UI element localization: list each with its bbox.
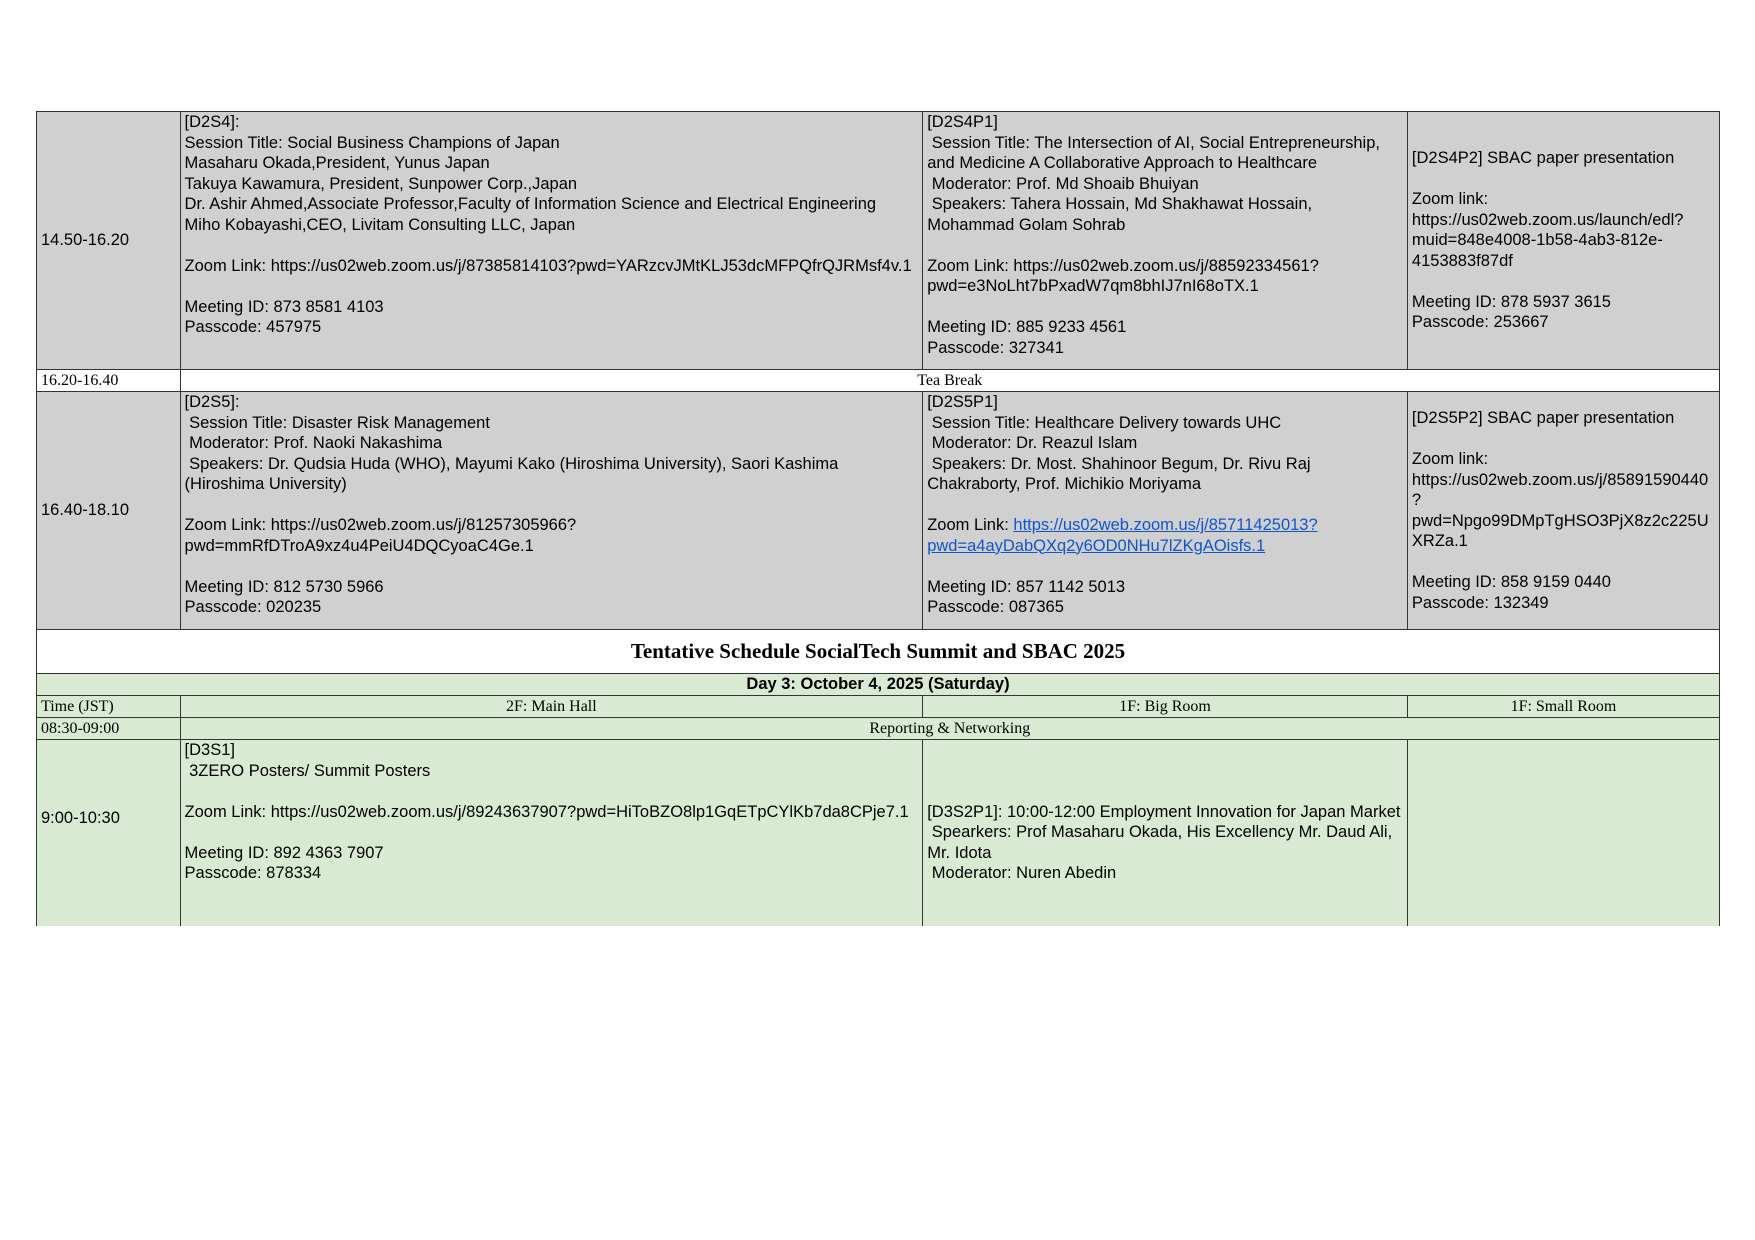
text-line: Meeting ID: 892 4363 7907 <box>184 843 384 862</box>
text-line: [D2S4P1] <box>927 113 998 131</box>
text-line: Passcode: 878334 <box>184 864 322 882</box>
text-line <box>185 235 919 256</box>
header-main-hall: 2F: Main Hall <box>180 696 923 718</box>
header-time: Time (JST) <box>37 696 181 718</box>
text-line <box>1412 271 1715 292</box>
session-text <box>927 112 1403 358</box>
text-line: Session Title: Social Business Champions of Japan <box>184 133 560 152</box>
session-text <box>927 556 1403 618</box>
session-text <box>1412 408 1715 613</box>
session-text <box>1412 148 1715 333</box>
text-line: Meeting ID: 885 9233 4561 <box>927 318 1127 336</box>
text-line: [D2S5]: <box>184 393 240 411</box>
text-line: [D3S2P1]: 10:00-12:00 Employment Innovation for Japan Market <box>927 802 1401 821</box>
text-line: Meeting ID: 878 5937 3615 <box>1411 292 1611 311</box>
text-line <box>927 297 1403 318</box>
big-room-cell <box>923 112 1408 370</box>
time-cell: 16.40-18.10 <box>37 392 181 630</box>
text-line: [D2S5P2] SBAC paper presentation <box>1411 409 1675 427</box>
big-room-cell <box>923 740 1408 927</box>
reporting-label: Reporting & Networking <box>180 718 1719 740</box>
text-line: Passcode: 457975 <box>184 318 322 336</box>
time-cell: 16.20-16.40 <box>37 370 181 392</box>
text-line: Passcode: 327341 <box>927 338 1064 357</box>
main-hall-cell <box>180 740 923 927</box>
text-line: Session Title: Healthcare Delivery towards UHC <box>927 413 1282 432</box>
text-line: 3ZERO Posters/ Summit Posters <box>184 761 431 780</box>
text-line <box>185 495 919 516</box>
text-line <box>185 781 919 802</box>
tea-break-label: Tea Break <box>180 370 1719 392</box>
zoom-line <box>927 515 1403 556</box>
time-cell: 14.50-16.20 <box>37 112 181 370</box>
schedule-table <box>36 111 1720 926</box>
text-line: Speakers: Dr. Most. Shahinoor Begum, Dr. Rivu Raj Chakraborty, Prof. Michikio Moriyama <box>927 454 1316 493</box>
text-line: Passcode: 253667 <box>1411 313 1549 332</box>
text-line: Takuya Kawamura, President, Sunpower Corp.,Japan <box>184 174 578 193</box>
time-cell: 9:00-10:30 <box>37 740 181 927</box>
main-hall-cell <box>180 112 923 370</box>
text-line <box>1412 429 1715 450</box>
zoom-link[interactable]: https://us02web.zoom.us/j/85711425013?pwd=a4ayDabQXq2y6OD0NHu7lZKgAOisfs.1 <box>927 516 1318 555</box>
header-big-room: 1F: Big Room <box>923 696 1408 718</box>
text-line: Zoom Link: https://us02web.zoom.us/j/88592334561?pwd=e3NoLht7bPxadW7qm8bhIJ7nI68oTX.1 <box>927 256 1319 295</box>
header-row <box>37 696 1720 718</box>
session-row-d2s5 <box>37 392 1720 630</box>
text-line: [D2S4]: <box>184 113 240 131</box>
text-line: Zoom link: https://us02web.zoom.us/launch/edl?muid=848e4008-1b58-4ab3-812e-4153883f87df <box>1411 190 1684 270</box>
text-line: Zoom Link: https://us02web.zoom.us/j/89243637907?pwd=HiToBZO8lp1GqETpCYlKb7da8CPje7.1 <box>184 802 909 821</box>
day-row <box>37 674 1720 696</box>
session-row-d2s4 <box>37 112 1720 370</box>
text-line: Zoom Link: https://us02web.zoom.us/j/87385814103?pwd=YARzcvJMtKLJ53dcMFPQfrQJRMsf4v.1 <box>184 256 912 275</box>
text-line: [D3S1] <box>184 741 235 759</box>
page-title: Tentative Schedule SocialTech Summit and SBAC 2025 <box>37 630 1720 674</box>
text-line <box>1412 169 1715 190</box>
small-room-cell <box>1407 740 1719 927</box>
day-heading: Day 3: October 4, 2025 (Saturday) <box>37 674 1720 696</box>
text-line <box>185 276 919 297</box>
header-small-room: 1F: Small Room <box>1407 696 1719 718</box>
text-line <box>927 740 1403 761</box>
text-line: Session Title: The Intersection of AI, Social Entrepreneurship, and Medicine A Collaborative Approach to Healthcare <box>927 133 1385 172</box>
text-line: Miho Kobayashi,CEO, Livitam Consulting LLC, Japan <box>184 215 576 234</box>
session-text <box>185 112 919 338</box>
text-line <box>927 781 1403 802</box>
text-line: Dr. Ashir Ahmed,Associate Professor,Faculty of Information Science and Electrical Engineering <box>184 195 877 213</box>
text-line: [D2S5P1] <box>927 393 998 411</box>
text-line: Zoom link: https://us02web.zoom.us/j/85891590440?pwd=Npgo99DMpTgHSO3PjX8z2c225UXRZa.1 <box>1411 450 1709 550</box>
schedule-sheet <box>36 111 1720 926</box>
text-line: Moderator: Dr. Reazul Islam <box>927 434 1138 452</box>
small-room-cell <box>1407 392 1719 630</box>
text-line: Speakers: Tahera Hossain, Md Shakhawat Hossain, Mohammad Golam Sohrab <box>927 195 1317 234</box>
text-line: Passcode: 087365 <box>927 598 1064 616</box>
text-line: Session Title: Disaster Risk Management <box>184 413 490 432</box>
time-cell: 08:30-09:00 <box>37 718 181 740</box>
text-line <box>185 556 919 577</box>
text-line <box>1412 552 1715 573</box>
text-line: Meeting ID: 857 1142 5013 <box>927 577 1126 596</box>
session-text <box>185 740 919 884</box>
text-line: Moderator: Prof. Naoki Nakashima <box>184 434 443 452</box>
small-room-cell <box>1407 112 1719 370</box>
text-line: Masaharu Okada,President, Yunus Japan <box>184 154 490 172</box>
text-line: Spearkers: Prof Masaharu Okada, His Excellency Mr. Daud Ali, Mr. Idota <box>927 823 1397 862</box>
text-line: Moderator: Nuren Abedin <box>927 864 1117 882</box>
text-line: Passcode: 020235 <box>184 598 322 616</box>
text-line <box>927 761 1403 782</box>
big-room-cell <box>923 392 1408 630</box>
text-line <box>185 822 919 843</box>
reporting-row <box>37 718 1720 740</box>
text-line: Meeting ID: 873 8581 4103 <box>184 297 384 316</box>
session-text <box>927 740 1403 884</box>
title-row <box>37 630 1720 674</box>
text-line: Passcode: 132349 <box>1411 593 1549 612</box>
text-line: Meeting ID: 858 9159 0440 <box>1411 573 1611 591</box>
session-row-d3s1 <box>37 740 1720 927</box>
text-line: Zoom Link: https://us02web.zoom.us/j/81257305966?pwd=mmRfDTroA9xz4u4PeiU4DQCyoaC4Ge.1 <box>184 516 577 555</box>
text-line: Speakers: Dr. Qudsia Huda (WHO), Mayumi Kako (Hiroshima University), Saori Kashima (Hiroshima University) <box>184 454 843 493</box>
break-row <box>37 370 1720 392</box>
text-line: [D2S4P2] SBAC paper presentation <box>1411 149 1675 168</box>
session-text <box>927 392 1403 515</box>
text-line: Moderator: Prof. Md Shoaib Bhuiyan <box>927 174 1199 193</box>
text-line <box>927 556 1403 577</box>
zoom-label: Zoom Link: <box>927 516 1014 534</box>
text-line: Meeting ID: 812 5730 5966 <box>184 577 384 596</box>
session-text <box>185 392 919 618</box>
text-line <box>927 495 1403 516</box>
main-hall-cell <box>180 392 923 630</box>
text-line <box>927 235 1403 256</box>
